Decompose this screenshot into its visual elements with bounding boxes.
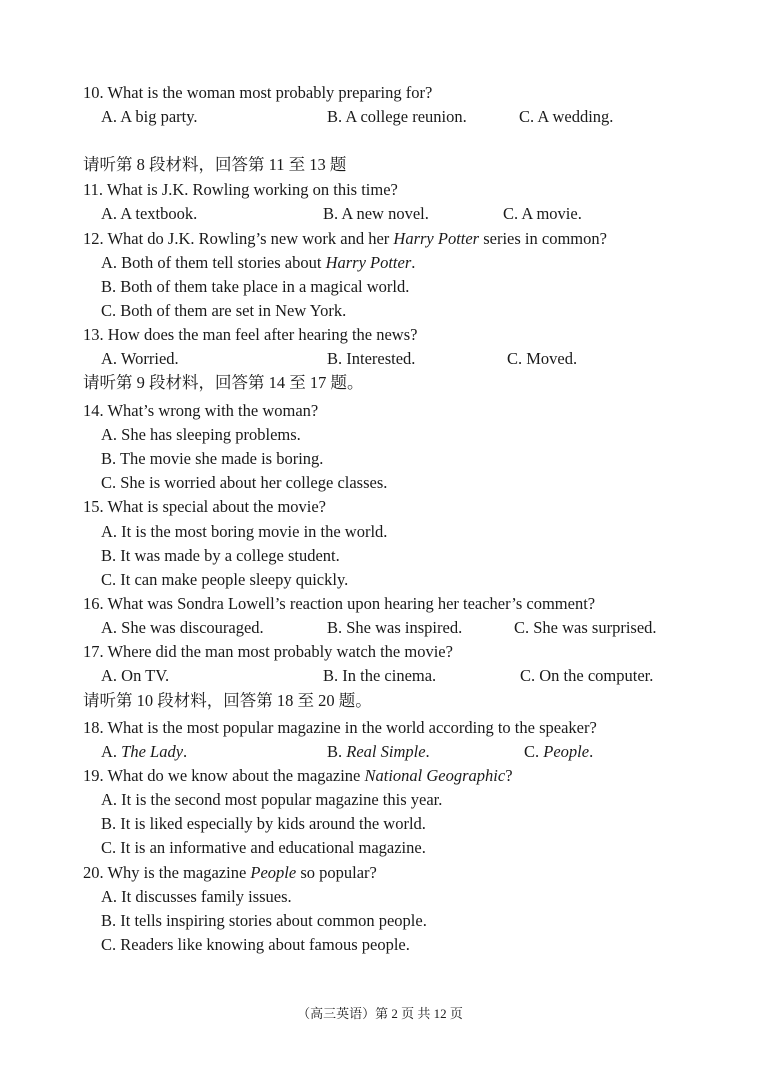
- page-footer: （高三英语）第 2 页 共 12 页: [297, 1006, 463, 1021]
- option-c: C. Moved.: [507, 349, 578, 368]
- question-12-option-c: C. Both of them are set in New York.: [101, 301, 347, 320]
- option-b: B. In the cinema.: [323, 666, 437, 685]
- question-14-option-b: B. The movie she made is boring.: [101, 449, 324, 468]
- option-b: B. A college reunion.: [327, 107, 467, 126]
- question-17-stem: 17. Where did the man most probably watch the movie?: [83, 642, 453, 661]
- question-15-stem: 15. What is special about the movie?: [83, 497, 327, 516]
- question-20-option-c: C. Readers like knowing about famous people.: [101, 935, 410, 954]
- option-b: B. Interested.: [327, 349, 416, 368]
- question-15-option-c: C. It can make people sleepy quickly.: [101, 570, 349, 589]
- question-10-options: [0, 105, 760, 129]
- option-c: C. A wedding.: [519, 107, 614, 126]
- question-12-option-a: A. Both of them tell stories about Harry Potter.: [101, 253, 416, 272]
- question-13-options: [0, 347, 760, 371]
- question-15-option-a: A. It is the most boring movie in the world.: [101, 522, 388, 541]
- question-18-options: [0, 740, 760, 764]
- option-c: C. On the computer.: [520, 666, 654, 685]
- question-20-stem: 20. Why is the magazine People so popular?: [83, 863, 377, 882]
- option-a: A. A textbook.: [101, 204, 198, 223]
- option-a: A. A big party.: [101, 107, 198, 126]
- question-19-option-a: A. It is the second most popular magazine this year.: [101, 790, 443, 809]
- question-12-option-b: B. Both of them take place in a magical world.: [101, 277, 410, 296]
- question-20-option-b: B. It tells inspiring stories about common people.: [101, 911, 427, 930]
- section-10-instruction: 请听第 10 段材料，回答第 18 至 20 题。: [83, 691, 372, 710]
- question-16-options: [0, 616, 760, 640]
- question-14-option-a: A. She has sleeping problems.: [101, 425, 301, 444]
- question-15-option-b: B. It was made by a college student.: [101, 546, 340, 565]
- question-14-stem: 14. What’s wrong with the woman?: [83, 401, 319, 420]
- question-12-stem: 12. What do J.K. Rowling’s new work and her Harry Potter series in common?: [83, 229, 607, 248]
- question-18-stem: 18. What is the most popular magazine in the world according to the speaker?: [83, 718, 597, 737]
- question-19-stem: 19. What do we know about the magazine National Geographic?: [83, 766, 513, 785]
- question-11-options: [0, 202, 760, 226]
- question-19-option-c: C. It is an informative and educational magazine.: [101, 838, 426, 857]
- option-a: A. The Lady.: [101, 742, 188, 761]
- option-a: A. On TV.: [101, 666, 170, 685]
- question-13-stem: 13. How does the man feel after hearing the news?: [83, 325, 418, 344]
- question-14-option-c: C. She is worried about her college classes.: [101, 473, 388, 492]
- question-16-stem: 16. What was Sondra Lowell’s reaction upon hearing her teacher’s comment?: [83, 594, 596, 613]
- question-20-option-a: A. It discusses family issues.: [101, 887, 292, 906]
- option-b: B. Real Simple.: [327, 742, 430, 761]
- option-b: B. She was inspired.: [327, 618, 463, 637]
- option-c: C. People.: [524, 742, 594, 761]
- option-c: C. She was surprised.: [514, 618, 657, 637]
- option-a: A. She was discouraged.: [101, 618, 264, 637]
- option-c: C. A movie.: [503, 204, 582, 223]
- question-11-stem: 11. What is J.K. Rowling working on this time?: [83, 180, 398, 199]
- option-a: A. Worried.: [101, 349, 179, 368]
- question-17-options: [0, 664, 760, 688]
- option-b: B. A new novel.: [323, 204, 429, 223]
- question-10-stem: 10. What is the woman most probably preparing for?: [83, 83, 433, 102]
- section-8-instruction: 请听第 8 段材料，回答第 11 至 13 题: [83, 155, 347, 174]
- section-9-instruction: 请听第 9 段材料，回答第 14 至 17 题。: [83, 373, 364, 392]
- question-19-option-b: B. It is liked especially by kids around the world.: [101, 814, 426, 833]
